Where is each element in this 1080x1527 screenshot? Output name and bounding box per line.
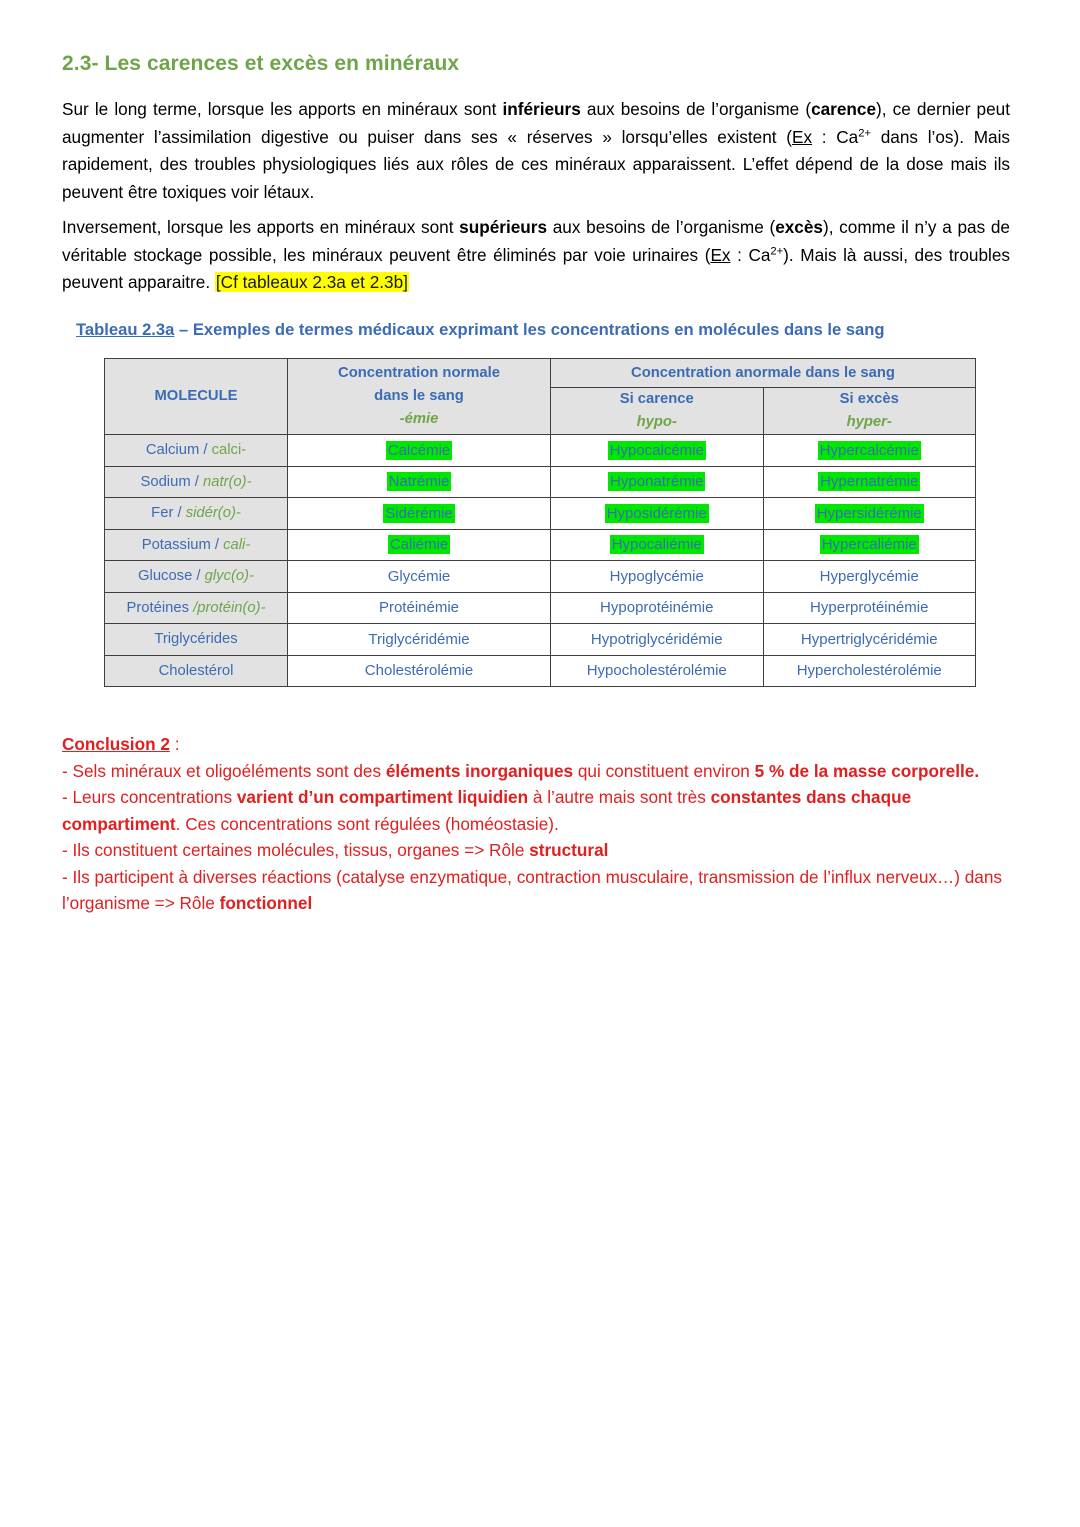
conclusion-title-colon: : [169,734,180,754]
c2-bold-varient: varient d’un compartiment liquidien [236,787,529,807]
paragraph-exces [62,214,1010,297]
term-carence: Hyposidérémie [606,504,707,522]
header-molecule: MOLECULE [105,359,288,435]
cell-carence [551,655,764,687]
term-normal: Cholestérolémie [364,662,474,680]
term-carence: Hypocalcémie [609,441,704,459]
page-title: 2.3- Les carences et excès en minéraux [62,52,460,75]
header-si-carence [551,388,764,435]
p1-text-g: dans l’os). Mais rapidement, des troubles physiologiques liés aux rôles de ces minéraux apparaissent. L’effet dépend de la dose mais ils peuvent être toxiques voir létaux. [62,126,1010,202]
term-normal: Protéinémie [378,599,460,617]
molecule-separator: / [199,442,212,459]
cell-exces [763,435,976,467]
conclusion-line-2 [62,784,1010,837]
table-body [105,435,976,687]
cell-molecule [105,561,288,593]
term-carence: Hypoglycémie [609,567,704,585]
table-row [105,529,976,561]
term-normal: Sidérémie [385,504,453,522]
table-row [105,592,976,624]
molecule-separator: / [190,473,203,490]
term-normal: Calcémie [387,441,451,459]
term-carence: Hypotriglycéridémie [590,630,723,648]
conclusion-title-line [62,731,1010,758]
cell-carence [551,498,764,530]
cell-carence [551,561,764,593]
cell-exces [763,529,976,561]
c4-bold-fonctionnel: fonctionnel [219,893,313,913]
conclusion-block [62,731,1010,917]
c3-text-a: - Ils constituent certaines molécules, tissus, organes => Rôle [62,840,530,860]
header-exces-label: Si excès [839,391,899,407]
c2-text-c: à l’autre mais sont très [528,787,711,807]
term-carence: Hypocaliémie [611,536,702,554]
molecule-separator: / [173,505,186,522]
molecule-name: Glucose [138,568,193,585]
term-exces: Hyperprotéinémie [810,599,929,617]
table-row [105,624,976,656]
molecule-name: Cholestérol [158,662,234,679]
cell-normal [288,655,551,687]
cell-molecule [105,529,288,561]
cell-normal [288,592,551,624]
cell-exces [763,466,976,498]
p2-ex-label: Ex [710,244,731,265]
molecule-concentration-table [104,358,976,687]
conclusion-line-1 [62,758,1010,785]
molecule-name: Protéines [126,599,189,616]
cell-normal [288,529,551,561]
cross-reference-highlight: [Cf tableaux 2.3a et 2.3b] [215,272,408,292]
c2-text-a: - Leurs concentrations [62,787,237,807]
term-carence: Hyponatrémie [610,473,704,491]
term-normal: Triglycéridémie [368,630,470,648]
cell-molecule [105,466,288,498]
p1-text-a: Sur le long terme, lorsque les apports en minéraux sont [62,99,503,119]
table-row [105,655,976,687]
table-caption-reference: Tableau 2.3a [76,320,175,339]
term-normal: Glycémie [387,567,451,585]
term-exces: Hypertriglycéridémie [800,630,938,648]
cell-carence [551,466,764,498]
cell-molecule [105,592,288,624]
p2-text-c: aux besoins de l’organisme ( [547,217,776,237]
conclusion-title: Conclusion 2 [62,734,170,754]
conclusion-line-4 [62,864,1010,917]
molecule-name: Sodium [140,473,191,490]
term-carence: Hypoprotéinémie [600,599,714,617]
table-row [105,561,976,593]
cell-normal [288,624,551,656]
p2-text-e: ), comme il n’y a pas de véritable stockage possible, les minéraux peuvent être éliminés par voie urinaires ( [62,217,1010,265]
c1-bold-inorganiques: éléments inorganiques [385,760,574,781]
p2-bold-exces: excès [775,217,823,237]
molecule-root: glyc(o)- [204,568,254,585]
cell-exces [763,655,976,687]
molecule-root: natr(o)- [203,473,252,490]
cell-exces [763,592,976,624]
term-exces: Hypernatrémie [820,473,919,491]
c4-text-a: - Ils participent à diverses réactions (catalyse enzymatique, contraction musculaire, transmission de l’influx nerveux…) dans l’organisme => Rôle [62,866,1002,913]
cell-exces [763,561,976,593]
p2-text-f: : Ca [730,244,771,265]
c2-text-e: . Ces concentrations sont régulées (homéostasie). [175,813,559,834]
table-2-3a-container [104,358,976,687]
molecule-name: Triglycérides [154,631,238,648]
term-carence: Hypocholestérolémie [586,662,727,680]
cell-carence [551,592,764,624]
c1-bold-masse: 5 % de la masse corporelle. [754,760,980,781]
term-exces: Hypersidérémie [816,504,922,522]
term-exces: Hyperglycémie [819,567,919,585]
cell-molecule [105,435,288,467]
c1-text-c: qui constituent environ [573,760,755,781]
cell-exces [763,624,976,656]
molecule-separator: / [210,536,224,553]
cell-carence [551,435,764,467]
cell-molecule [105,655,288,687]
p1-text-e: ), ce dernier peut augmenter l’assimilation digestive ou puiser dans ses « réserves » lorsqu’elles existent ( [62,99,1011,147]
term-exces: Hypercholestérolémie [796,662,942,680]
p1-text-c: aux besoins de l’organisme ( [580,99,812,119]
cell-molecule [105,624,288,656]
p2-text-g: ). Mais là aussi, des troubles peuvent apparaitre. [62,244,1010,292]
p2-charge-superscript: 2+ [770,244,784,257]
molecule-root: cali- [223,536,251,553]
paragraph-carence [62,96,1010,206]
p2-text-a: Inversement, lorsque les apports en minéraux sont [62,217,460,237]
header-normal-suffix: -émie [399,411,439,427]
p1-ex-label: Ex [791,126,813,147]
p1-charge-superscript: 2+ [858,126,871,139]
conclusion-line-3 [62,837,1010,864]
header-normal-line1: Concentration normale [338,365,500,381]
header-carence-label: Si carence [619,391,694,407]
p1-bold-inferieurs: inférieurs [502,99,581,119]
cell-carence [551,624,764,656]
p1-text-f: : Ca [812,126,859,147]
cell-molecule [105,498,288,530]
header-si-exces [763,388,976,435]
cell-normal [288,466,551,498]
term-normal: Natrémie [388,473,450,491]
table-caption-text: – Exemples de termes médicaux exprimant les concentrations en molécules dans le sang [174,320,885,339]
header-exces-prefix: hyper- [846,414,892,430]
molecule-root: /protéin(o)- [193,599,266,616]
table-row [105,435,976,467]
cell-normal [288,498,551,530]
molecule-name: Fer [151,505,174,522]
c2-bold-constantes: constantes dans chaque compartiment [62,787,912,834]
molecule-root: sidér(o)- [185,505,241,522]
molecule-name: Calcium [145,442,200,459]
term-exces: Hypercaliémie [821,536,917,554]
table-header-row-1 [105,359,976,388]
molecule-separator: / [192,568,205,585]
header-normal-concentration [288,359,551,435]
table-row [105,498,976,530]
term-exces: Hypercalcémie [819,441,919,459]
p2-bold-superieurs: supérieurs [459,217,548,237]
c1-text-a: - Sels minéraux et oligoéléments sont des [62,760,386,781]
table-row [105,466,976,498]
header-normal-line2: dans le sang [374,388,464,404]
molecule-root: calci- [211,442,247,459]
cell-normal [288,435,551,467]
molecule-name: Potassium [141,536,211,553]
header-abnormal-concentration: Concentration anormale dans le sang [551,359,976,388]
p1-bold-carence: carence [811,99,877,119]
cell-normal [288,561,551,593]
term-normal: Caliémie [389,536,449,554]
cell-exces [763,498,976,530]
table-caption [76,320,885,340]
header-carence-prefix: hypo- [636,414,677,430]
cell-carence [551,529,764,561]
table-header [105,359,976,435]
c3-bold-structural: structural [529,840,609,860]
